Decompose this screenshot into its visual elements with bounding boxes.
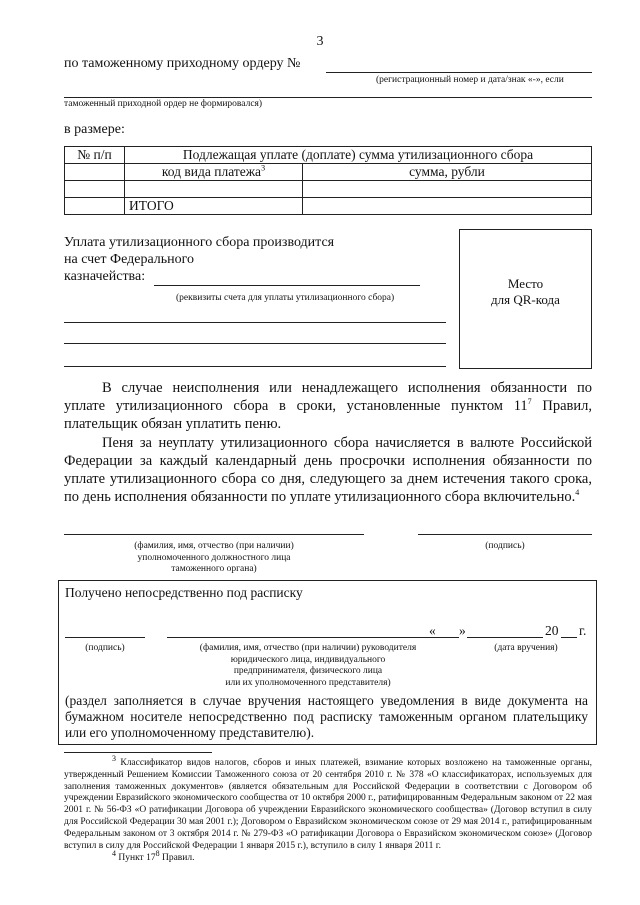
account-line-2[interactable] [64, 322, 446, 323]
official-signature-hint: (подпись) [485, 541, 525, 551]
receipt-person-hint-4: или их уполномоченного представителя) [225, 677, 391, 688]
receipt-year-suffix: г. [579, 623, 587, 638]
amount-label: в размере: [64, 122, 125, 137]
table-cell-sum[interactable] [303, 181, 592, 198]
qr-caption [460, 276, 591, 308]
table-total-label: ИТОГО [125, 198, 303, 215]
col-group-header: Подлежащая уплате (доплате) сумма утилизационного сбора [125, 147, 592, 164]
order-hint-left: таможенный приходной ордер не формировался) [64, 99, 263, 109]
account-hint: (реквизиты счета для уплаты утилизационного сбора) [176, 293, 395, 303]
receipt-person-hint-2: юридического лица, индивидуального [230, 654, 386, 665]
footnote-4 [64, 848, 592, 864]
official-name-field[interactable] [64, 534, 364, 535]
qr-code-box [459, 229, 592, 369]
page-number: 3 [316, 34, 324, 49]
table-row [65, 181, 592, 198]
order-continuation-field[interactable] [64, 97, 592, 98]
receipt-date-close: » [459, 623, 466, 638]
receipt-title: Получено непосредственно под расписку [65, 585, 303, 600]
footnote-4-text-after: Правил. [159, 853, 195, 863]
footnote-4-sup: 8 [155, 848, 160, 858]
table-subheader-row [65, 164, 592, 181]
receipt-person-hint [167, 643, 449, 689]
official-hint [64, 541, 364, 576]
table-empty-cell [65, 164, 125, 181]
receipt-section [58, 580, 597, 745]
col-sum-header: сумма, рубли [303, 164, 592, 181]
footnote-ref-7: 7 [527, 397, 532, 407]
official-hint-line-2: уполномоченного должностного лица [137, 552, 291, 563]
footnote-separator [64, 752, 212, 753]
table-header-row [65, 147, 592, 164]
payment-line-2: на счет Федерального [64, 252, 195, 267]
receipt-note: (раздел заполняется в случае вручения настоящего уведомления в виде документа на бумажном носителе непосредственно под расписку таможенным органом плательщику или его уполномоченному представителю). [65, 693, 588, 740]
footnote-3 [64, 753, 593, 852]
account-line-3[interactable] [64, 343, 446, 344]
table-total-sum[interactable] [303, 198, 592, 215]
col-number-header: № п/п [65, 147, 125, 164]
para1-text-before: В случае неисполнения или ненадлежащего исполнения обязанности по уплате утилизационного сбора в сроки, установленные пунктом 11 [64, 380, 592, 414]
receipt-person-hint-1: (фамилия, имя, отчество (при наличии) руководителя [199, 643, 417, 653]
table-cell-code[interactable] [125, 181, 303, 198]
table-total-row [65, 198, 592, 215]
para1-text-after: Правил, плательщик обязан уплатить пеню. [64, 398, 592, 432]
payment-table [64, 146, 592, 215]
table-cell-number[interactable] [65, 181, 125, 198]
footnote-ref-4: 4 [575, 488, 580, 498]
receipt-signature-field[interactable] [65, 637, 145, 638]
receipt-date-hint: (дата вручения) [494, 643, 558, 653]
official-signature-field[interactable] [418, 534, 592, 535]
qr-caption-line-1: Место [507, 276, 544, 291]
official-hint-line-1: (фамилия, имя, отчество (при наличии) [134, 541, 294, 551]
para2-text: Пеня за неуплату утилизационного сбора начисляется в валюте Российской Федерации за каждый календарный день просрочки исполнения обязанности по уплате утилизационного сбора со дня, следующего за днем истечения такого срока, по день исполнения обязанности по уплате утилизационного сбора включительно. [64, 435, 592, 505]
receipt-month-field[interactable] [467, 637, 543, 638]
payment-line-1: Уплата утилизационного сбора производится [64, 235, 335, 250]
receipt-day-field[interactable] [437, 637, 459, 638]
official-hint-line-3: таможенного органа) [171, 564, 257, 574]
account-field[interactable] [154, 285, 420, 286]
penalty-paragraph-1 [64, 379, 592, 433]
receipt-person-hint-3: предпринимателя, физического лица [233, 666, 383, 676]
order-hint-right: (регистрационный номер и дата/знак «-», если [376, 75, 564, 85]
footnote-3-mark: 3 [112, 753, 116, 763]
receipt-signature-hint: (подпись) [85, 643, 125, 653]
order-number-field[interactable] [326, 72, 592, 73]
receipt-year-prefix: 20 [545, 623, 559, 638]
footnote-4-mark: 4 [112, 848, 116, 858]
receipt-date-open: « [429, 623, 436, 638]
col-code-header [125, 164, 303, 181]
account-line-4[interactable] [64, 366, 446, 367]
order-label: по таможенному приходному ордеру № [64, 56, 301, 71]
footnote-ref-3: 3 [261, 163, 266, 173]
payment-text [64, 234, 334, 285]
payment-line-3: казначейства: [64, 269, 146, 284]
qr-caption-line-2: для QR-кода [491, 292, 560, 307]
col-code-label: код вида платежа [161, 164, 262, 179]
footnote-4-text-before: Пункт 17 [116, 853, 156, 863]
penalty-paragraph-2 [64, 434, 592, 506]
table-total-empty [65, 198, 125, 215]
footnote-3-text: Классификатор видов налогов, сборов и иных платежей, взимание которых возложено на таможенные органы, утвержденный Решением Комиссии Таможенного союза от 20 сентября 2010 г. № 378 «О классификаторах, используемых для заполнения таможенных документов» (является обязательным для Российской Федерации в соответствии с Договором об учреждении Евразийского экономического сообщества от 10 октября 2000 г., ратифицированным Федеральным законом от 22 мая 2001 г. № 56-ФЗ «О ратификации Договора об учреждении Евразийского экономического сообщества» (Договор вступил в силу для Российской Федерации 30 мая 2001 г.); Договором о Евразийском экономическом союзе от 29 мая 2014 г., ратифицированным Федеральным законом от 3 октября 2014 г. № 279-ФЗ «О ратификации Договора о Евразийском экономическом союзе» (Договор вступил в силу для Российской Федерации 1 января 2015 г.), вступило в силу 1 января 2011 г. [64, 758, 593, 851]
receipt-year-field[interactable] [561, 637, 577, 638]
receipt-person-field[interactable] [167, 637, 449, 638]
